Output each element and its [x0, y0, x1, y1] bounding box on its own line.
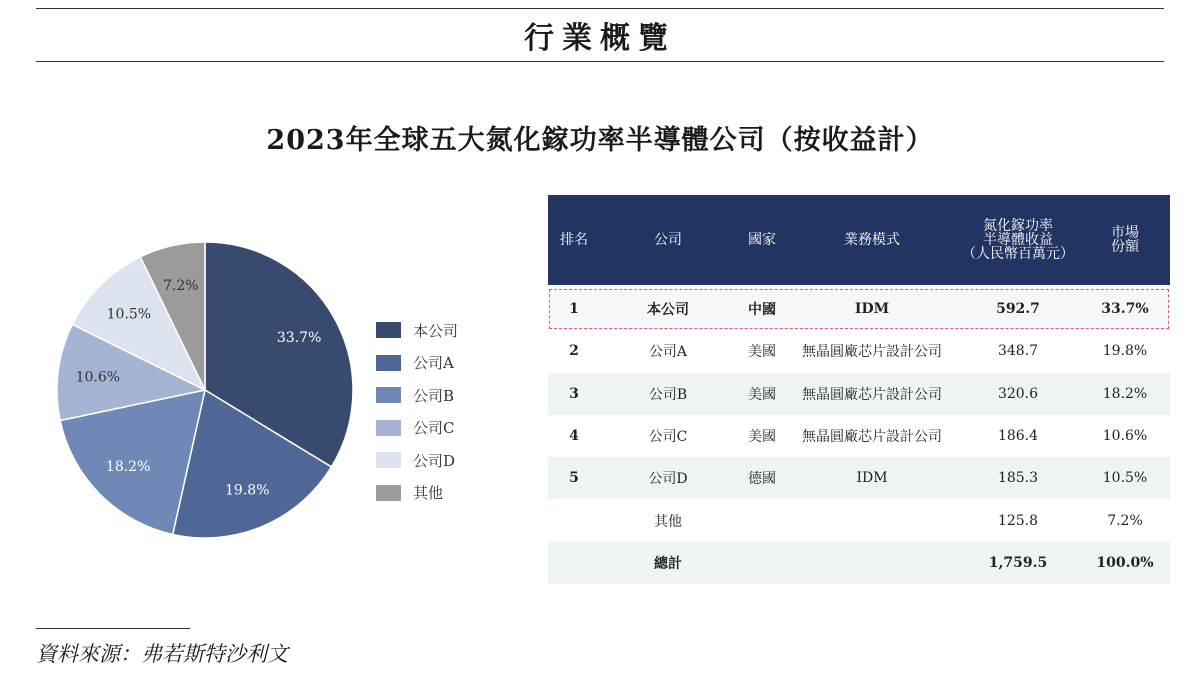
cell-rank: 1 [569, 301, 579, 318]
legend-item [376, 412, 458, 445]
table-row [548, 415, 1170, 457]
chart-legend [376, 314, 458, 509]
pie-chart [40, 225, 370, 555]
cell-company: 本公司 [647, 302, 689, 319]
header-business-model: 業務模式 [844, 232, 900, 248]
legend-item [376, 379, 458, 412]
table-row [548, 499, 1170, 541]
cell-country: 美國 [748, 429, 776, 446]
legend-label: 本公司 [413, 321, 459, 340]
legend-swatch [376, 420, 401, 436]
cell-total-label: 總計 [654, 555, 682, 572]
cell-country: 中國 [748, 302, 776, 319]
legend-swatch [376, 485, 401, 501]
cell-company: 公司B [648, 386, 688, 403]
footnote-divider [36, 628, 190, 629]
cell-market-share: 33.7% [1101, 301, 1149, 318]
legend-swatch [376, 322, 401, 338]
header-share-line: 市場 [1111, 225, 1139, 241]
legend-swatch [376, 387, 401, 403]
cell-company: 公司C [648, 429, 688, 446]
cell-revenue: 185.3 [997, 470, 1039, 487]
cell-rank: 5 [569, 470, 579, 487]
cell-revenue: 348.7 [997, 343, 1039, 360]
pie-slice-label: 33.7% [276, 330, 322, 347]
cell-country: 美國 [748, 344, 776, 361]
cell-business-model: 無晶圓廠芯片設計公司 [802, 386, 942, 403]
legend-swatch [376, 355, 401, 371]
legend-label: 公司A [413, 354, 454, 373]
header-rank: 排名 [560, 232, 588, 248]
cell-business-model: IDM [854, 301, 890, 318]
header-revenue [956, 219, 1080, 261]
legend-item [376, 444, 458, 477]
pie-slice-label: 7.2% [162, 277, 199, 294]
cell-rank: 3 [569, 385, 579, 402]
table-row [548, 288, 1170, 330]
legend-label: 公司C [413, 419, 455, 438]
cell-market-share: 19.8% [1102, 343, 1148, 360]
cell-market-share: 7.2% [1107, 512, 1143, 529]
cell-market-share: 10.5% [1102, 470, 1148, 487]
cell-business-model: IDM [856, 470, 888, 487]
cell-rank: 2 [569, 343, 579, 360]
table-row [548, 373, 1170, 415]
section-title: 行業概覽 [524, 21, 676, 56]
chart-title: 2023年全球五大氮化鎵功率半導體公司（按收益計） [266, 125, 934, 156]
header-revenue-line: 氮化鎵功率 [983, 218, 1053, 234]
cell-company: 其他 [654, 513, 682, 530]
cell-company: 公司D [648, 471, 688, 488]
legend-swatch [376, 452, 401, 468]
cell-business-model: 無晶圓廠芯片設計公司 [802, 344, 942, 361]
source-note: 資料來源：弗若斯特沙利文 [36, 642, 288, 666]
table-row [548, 330, 1170, 372]
legend-item [376, 347, 458, 380]
legend-item [376, 477, 458, 510]
table-header [548, 195, 1170, 285]
cell-revenue: 125.8 [997, 512, 1039, 529]
cell-rank: 4 [569, 428, 579, 445]
pie-slice-label: 19.8% [225, 482, 270, 499]
cell-total-share: 100.0% [1096, 554, 1154, 571]
header-country: 國家 [748, 232, 776, 248]
cell-market-share: 10.6% [1102, 428, 1148, 445]
legend-label: 其他 [413, 484, 444, 503]
section-header [36, 8, 1164, 62]
cell-country: 德國 [748, 471, 776, 488]
header-market-share [1080, 226, 1170, 254]
pie-slice-label: 18.2% [105, 458, 151, 475]
header-revenue-line: （人民幣百萬元） [962, 246, 1074, 262]
cell-total-revenue: 1,759.5 [988, 554, 1048, 571]
cell-revenue: 592.7 [996, 301, 1040, 318]
cell-revenue: 320.6 [997, 385, 1039, 402]
table-row [548, 457, 1170, 499]
header-share-line: 份額 [1111, 239, 1139, 255]
cell-company: 公司A [648, 344, 688, 361]
table-total-row [548, 542, 1170, 584]
legend-label: 公司B [413, 386, 455, 405]
cell-market-share: 18.2% [1102, 385, 1148, 402]
ranking-table [548, 195, 1170, 584]
legend-label: 公司D [413, 451, 456, 470]
cell-country: 美國 [748, 386, 776, 403]
pie-slice-label: 10.5% [106, 306, 152, 323]
cell-revenue: 186.4 [997, 428, 1039, 445]
cell-business-model: 無晶圓廠芯片設計公司 [802, 429, 942, 446]
header-revenue-line: 半導體收益 [983, 232, 1053, 248]
legend-item [376, 314, 458, 347]
pie-slice-label: 10.6% [75, 369, 121, 386]
header-company: 公司 [654, 232, 682, 248]
